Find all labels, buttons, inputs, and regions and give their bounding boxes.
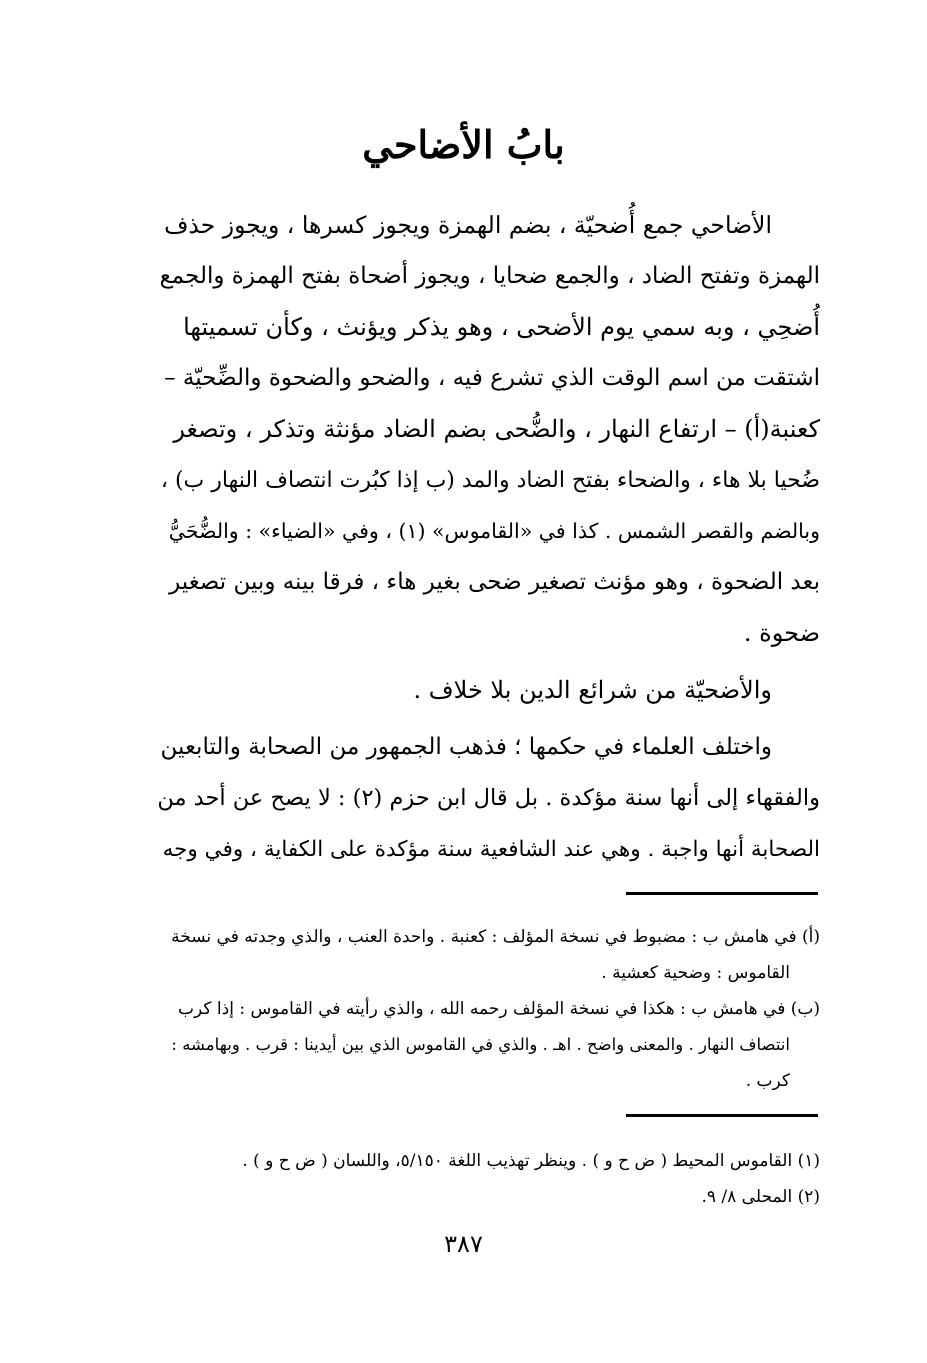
letter-footnotes [158, 919, 820, 1099]
text-line: بعد الضحوة ، وهو مؤنث تصغير ضحى بغير هاء ، فرقا بينه وبين تصغير [169, 569, 820, 595]
text-line: أُضحِي ، وبه سمي يوم الأضحى ، وهو يذكر ويؤنث ، وكأن تسميتها [183, 313, 820, 341]
text-line: ضُحيا بلا هاء ، والضحاء بفتح الضاد والمد (ب إذا كبُرت انتصاف النهار ب) ، [160, 468, 820, 493]
footnote-line: (أ) في هامش ب : مضبوط في نسخة المؤلف : كعنبة . واحدة العنب ، والذي وجدته في نسخة [171, 927, 820, 947]
footnote-divider [626, 892, 818, 895]
footnote-line: (١) القاموس المحيط ( ض ح و ) . وينظر تهذيب اللغة ٥/١٥٠، واللسان ( ض ح و ) . [242, 1151, 820, 1171]
text-line: والفقهاء إلى أنها سنة مؤكدة . بل قال ابن حزم (٢) : لا يصح عن أحد من [157, 785, 820, 811]
text-line: ضحوة . [743, 619, 820, 647]
footnote-line: (٢) المحلى ٨/ ٩. [701, 1187, 820, 1207]
text-line: واختلف العلماء في حكمها ؛ فذهب الجمهور من الصحابة والتابعين [160, 734, 772, 760]
page-number: ٣٨٧ [444, 1230, 483, 1258]
footnote-line: كرب . [745, 1071, 790, 1091]
footnote-line: انتصاف النهار . والمعنى واضح . اهـ . والذي في القاموس الذي بين أيدينا : قرب . وبهامشه : [171, 1035, 790, 1054]
text-line: والأضحيّة من شرائع الدين بلا خلاف . [413, 676, 772, 704]
main-text [158, 200, 820, 875]
numbered-footnotes [158, 1143, 820, 1215]
text-line: وبالضم والقصر الشمس . كذا في «القاموس» (١) ، وفي «الضياء» : والضُّحَيُّ [168, 519, 820, 543]
text-line: كعنبة(أ) – ارتفاع النهار ، والضُّحى بضم الضاد مؤنثة وتذكر ، وتصغر [173, 415, 820, 443]
text-line: الهمزة وتفتح الضاد ، والجمع ضحايا ، ويجوز أضحاة بفتح الهمزة والجمع [159, 263, 820, 289]
footnote-divider [626, 1114, 818, 1117]
text-line: الأضاحي جمع أُضحيّة ، بضم الهمزة ويجوز كسرها ، ويجوز حذف [164, 211, 772, 239]
chapter-title: بابُ الأضاحي [362, 122, 565, 167]
footnote-line: (ب) في هامش ب : هكذا في نسخة المؤلف رحمه الله ، والذي رأيته في القاموس : إذا كرب [178, 999, 820, 1019]
footnote-line: القاموس : وضحية كعشية . [601, 963, 790, 983]
text-line: الصحابة أنها واجبة . وهي عند الشافعية سنة مؤكدة على الكفاية ، وفي وجه [162, 837, 820, 862]
text-line: اشتقت من اسم الوقت الذي تشرع فيه ، والضحو والضحوة والضِّحيّة – [164, 365, 820, 391]
